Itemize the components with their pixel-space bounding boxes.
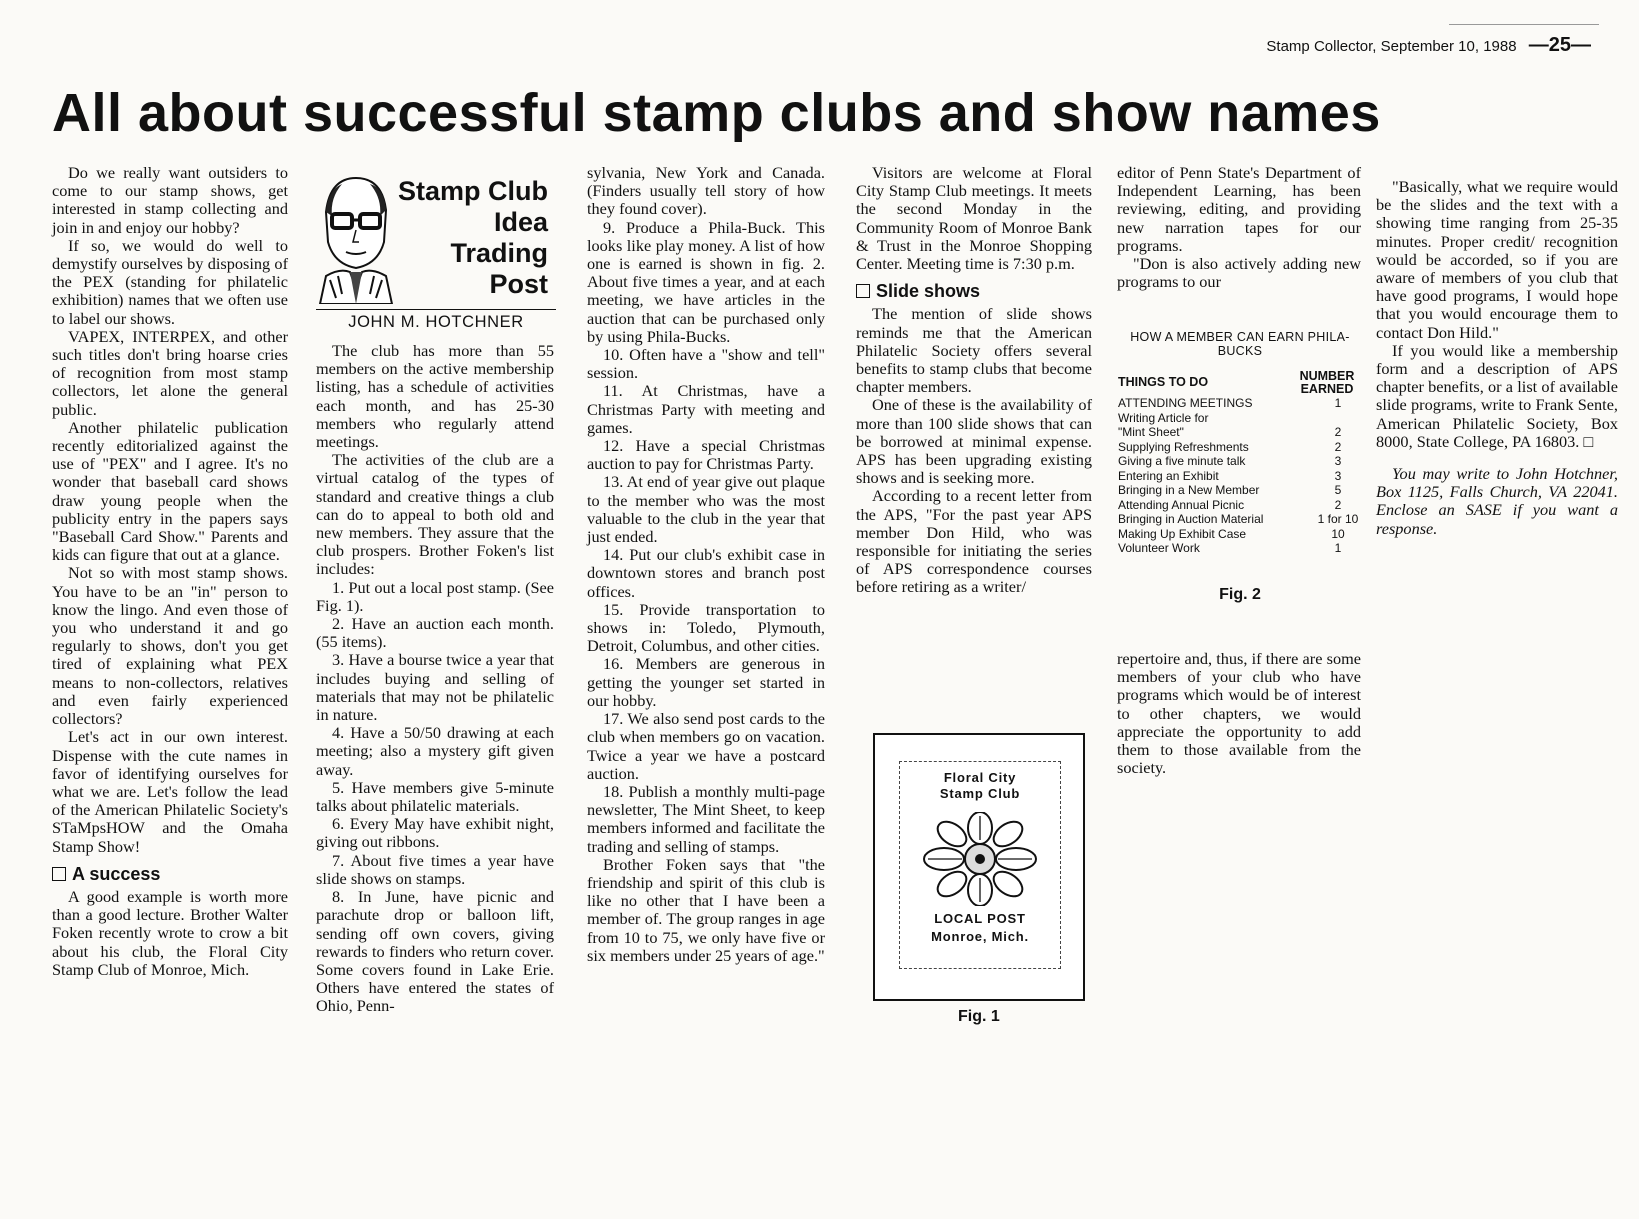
stamp-club-name: Floral City Stamp Club bbox=[939, 770, 1021, 801]
table-row bbox=[1118, 396, 1362, 411]
activity-cell: Bringing in Auction Material bbox=[1118, 512, 1264, 526]
activity-cell: Supplying Refreshments bbox=[1118, 439, 1249, 454]
column-4 bbox=[856, 164, 1092, 597]
paragraph: Visitors are welcome at Floral City Stamp Club meetings. It meets the second Monday in the Community Room of Monroe Bank & Trust in the Monroe Shopping Center. Meeting time is 7:30 p.m. bbox=[856, 163, 1092, 274]
activity-cell: Making Up Exhibit Case bbox=[1118, 526, 1247, 541]
list-item: 7. About five times a year have slide shows on stamps. bbox=[316, 850, 554, 888]
table-row bbox=[1118, 527, 1362, 542]
activity-cell: ATTENDING MEETINGS bbox=[1118, 396, 1253, 410]
earned-cell: 2 bbox=[1334, 497, 1342, 512]
stamp-perforated-frame bbox=[899, 761, 1061, 969]
column-6 bbox=[1376, 164, 1618, 538]
activity-cell: Giving a five minute talk bbox=[1118, 454, 1246, 468]
list-item: 13. At end of year give out plaque to the member who was the most valuable to the club in the year that just ended. bbox=[587, 472, 825, 547]
earned-cell: 5 bbox=[1334, 483, 1342, 497]
paragraph: VAPEX, INTERPEX, and other such titles don't bring hoarse cries of recognition from most stamp collectors, let alone the general public. bbox=[52, 326, 288, 419]
earned-cell: 3 bbox=[1334, 468, 1342, 483]
earned-cell: 10 bbox=[1331, 526, 1345, 541]
column-logo bbox=[316, 172, 556, 340]
paragraph: sylvania, New York and Canada. (Finders usually tell story of how they found cover). bbox=[587, 163, 825, 219]
list-item: 5. Have members give 5-minute talks about philatelic materials. bbox=[316, 777, 554, 816]
earned-cell: 2 bbox=[1334, 425, 1342, 439]
flower-icon bbox=[922, 812, 1038, 906]
column-1 bbox=[52, 164, 288, 979]
paragraph: "Basically, what we require would be the slides and the text with a showing time ranging from 25-35 minutes. Proper credit/ recognition would be accorded, so if you are aware of members of you club that have good programs, I would hope that you would encourage them to contact Don Hild." bbox=[1376, 177, 1618, 342]
table-title: HOW A MEMBER CAN EARN PHILA-BUCKS bbox=[1130, 330, 1350, 358]
byline: JOHN M. HOTCHNER bbox=[316, 309, 556, 332]
list-item: 10. Often have a "show and tell" session. bbox=[587, 345, 825, 383]
publication-line: Stamp Collector, September 10, 1988 bbox=[1266, 38, 1517, 55]
paragraph: repertoire and, thus, if there are some members of your club who have programs which would be of interest to other chapters, we would appreciate the opportunity to add them to those available from the society. bbox=[1117, 649, 1361, 778]
earned-cell bbox=[1314, 411, 1362, 426]
list-item: 2. Have an auction each month. (55 items). bbox=[316, 614, 554, 652]
earned-cell: 3 bbox=[1334, 454, 1342, 468]
column-logo-title: Stamp Club Idea Trading Post bbox=[397, 176, 548, 299]
paragraph: editor of Penn State's Department of Independent Learning, has been reviewing, editing, and providing new narration tapes for our programs. bbox=[1117, 163, 1361, 255]
table-header bbox=[1118, 370, 1362, 396]
paragraph: According to a recent letter from the APS, "For the past year APS member Don Hild, who was responsible for initiating the series of APS correspondence courses before retiring as a writer/ bbox=[856, 486, 1092, 597]
paragraph: The club has more than 55 members on the active membership listing, has a schedule of activities each month, and has 25-30 members who regularly attend meetings. bbox=[316, 341, 554, 452]
earned-cell: 1 bbox=[1334, 396, 1342, 410]
checkbox-square-icon bbox=[52, 867, 66, 881]
author-note: You may write to John Hotchner, Box 1125, Falls Church, VA 22041. Enclose an SASE if you want a response. bbox=[1376, 464, 1618, 538]
table-row bbox=[1118, 512, 1362, 527]
fig2-caption: Fig. 2 bbox=[1219, 585, 1261, 603]
activity-cell: Writing Article for bbox=[1118, 410, 1209, 425]
activity-cell: Volunteer Work bbox=[1118, 541, 1200, 555]
paragraph: Not so with most stamp shows. You have to be an "in" person to know the lingo. And even those of you who understand it and go regularly to shows, don't you get tired of explaining what PEX means to non-collectors, relatives and even fairly experienced collectors? bbox=[52, 563, 288, 729]
page-header bbox=[1266, 34, 1591, 57]
table-row bbox=[1118, 440, 1362, 455]
list-item: 3. Have a bourse twice a year that includes buying and selling of materials that may not be philatelic in nature. bbox=[316, 650, 554, 725]
list-item: 15. Provide transportation to shows in: Toledo, Plymouth, Detroit, Columbus, and other cities. bbox=[587, 599, 825, 656]
list-item: 6. Every May have exhibit night, giving out ribbons. bbox=[316, 814, 554, 852]
column-header-things: THINGS TO DO bbox=[1118, 375, 1209, 389]
list-item: 9. Produce a Phila-Buck. This looks like play money. A list of how one is earned is shown in fig. 2. About five times a year, and at each meeting, we have articles in the auction that can be purchased only by using Phila-Bucks. bbox=[587, 217, 825, 346]
column-header-number: NUMBER EARNED bbox=[1299, 369, 1355, 396]
list-item: 14. Put our club's exhibit case in downtown stores and branch post offices. bbox=[587, 545, 825, 601]
paragraph: Brother Foken says that "the friendship and spirit of this club is like no other that I have been a member of. The group ranges in age from 10 to 75, we only have five or six members under 25 years of age." bbox=[587, 854, 825, 965]
paragraph: If so, we would do well to demystify ourselves by disposing of the PEX (standing for philatelic exhibition) names that we often use to label our shows. bbox=[52, 235, 288, 328]
subhead-slide-shows: Slide shows bbox=[856, 282, 1092, 300]
activity-cell: Entering an Exhibit bbox=[1118, 468, 1219, 483]
paragraph: One of these is the availability of more than 100 slide shows that can be borrowed at minimal expense. APS has been upgrading existing shows and is seeking more. bbox=[856, 395, 1092, 488]
earned-cell: 1 bbox=[1334, 541, 1342, 555]
author-portrait-icon bbox=[316, 172, 394, 304]
paragraph: A good example is worth more than a good lecture. Brother Walter Foken recently wrote to crow a bit about his club, the Floral City Stamp Club of Monroe, Mich. bbox=[52, 886, 288, 979]
column-5-continued bbox=[1117, 650, 1361, 777]
table-row bbox=[1118, 425, 1362, 440]
stamp-local-post: LOCAL POST Monroe, Mich. bbox=[931, 911, 1029, 944]
earned-cell: 2 bbox=[1334, 439, 1342, 454]
list-item: 12. Have a special Christmas auction to pay for Christmas Party. bbox=[587, 436, 825, 474]
headline: All about successful stamp clubs and show names bbox=[52, 83, 1381, 143]
column-3 bbox=[587, 164, 825, 965]
list-item: 8. In June, have picnic and parachute drop or balloon lift, sending off own covers, giving rewards to finders who return cover. Some covers found in Lake Erie. Others have entered the states of Ohio, Penn- bbox=[316, 887, 554, 1016]
activity-cell: "Mint Sheet" bbox=[1118, 425, 1184, 439]
paragraph: The mention of slide shows reminds me that the American Philatelic Society offers several benefits to stamp clubs that become chapter members. bbox=[856, 304, 1092, 397]
subhead-a-success: A success bbox=[52, 865, 288, 883]
paragraph: "Don is also actively adding new programs to our bbox=[1117, 254, 1361, 292]
table-row bbox=[1118, 469, 1362, 484]
fig2-table bbox=[1118, 330, 1362, 604]
table-body bbox=[1118, 396, 1362, 556]
list-item: 4. Have a 50/50 drawing at each meeting; also a mystery gift given away. bbox=[316, 723, 554, 779]
list-item: 1. Put out a local post stamp. (See Fig. 1). bbox=[316, 577, 554, 615]
list-item: 17. We also send post cards to the club when members go on vacation. Twice a year we have a postcard auction. bbox=[587, 709, 825, 783]
checkbox-square-icon bbox=[856, 284, 870, 298]
activity-cell: Attending Annual Picnic bbox=[1118, 497, 1245, 512]
table-row bbox=[1118, 411, 1362, 426]
paragraph: If you would like a membership form and a description of APS chapter benefits, or a list of available slide programs, write to Frank Sente, American Philatelic Society, Box 8000, State College, PA 16803. □ bbox=[1376, 340, 1618, 451]
table-row bbox=[1118, 454, 1362, 469]
paragraph: Do we really want outsiders to come to our stamp shows, get interested in stamp collecting and join in and enjoy our hobby? bbox=[52, 163, 288, 237]
page-number: —25— bbox=[1528, 34, 1591, 56]
list-item: 16. Members are generous in getting the younger set started in our hobby. bbox=[587, 654, 825, 710]
column-5 bbox=[1117, 164, 1361, 291]
list-item: 18. Publish a monthly multi-page newsletter, The Mint Sheet, to keep members informed and facilitate the trading and selling of stamps. bbox=[587, 781, 825, 856]
table-row bbox=[1118, 483, 1362, 498]
fig1-caption: Fig. 1 bbox=[958, 1008, 1000, 1025]
list-item: 11. At Christmas, have a Christmas Party with meeting and games. bbox=[587, 381, 825, 437]
table-row bbox=[1118, 541, 1362, 556]
paragraph: Another philatelic publication recently editorialized against the use of "PEX" and I agree. It's no wonder that baseball card shows draw young people when the publicity entry in the papers says "Baseball Card Show." Parents and kids can figure that out at a glance. bbox=[52, 417, 288, 565]
paragraph: The activities of the club are a virtual catalog of the types of standard and creative things a club can do to appeal to both old and new members. They assure that the club prospers. Brother Foken's list includes: bbox=[316, 450, 554, 579]
column-2 bbox=[316, 342, 554, 1016]
earned-cell: 1 for 10 bbox=[1317, 512, 1359, 526]
table-row bbox=[1118, 498, 1362, 513]
fig1-stamp bbox=[873, 733, 1085, 1001]
activity-cell: Bringing in a New Member bbox=[1118, 483, 1260, 497]
paragraph: Let's act in our own interest. Dispense with the cute names in favor of identifying ourselves for what we are. Let's follow the lead of the American Philatelic Society's STaMpsHOW and the Omaha Stamp Show! bbox=[52, 727, 288, 856]
